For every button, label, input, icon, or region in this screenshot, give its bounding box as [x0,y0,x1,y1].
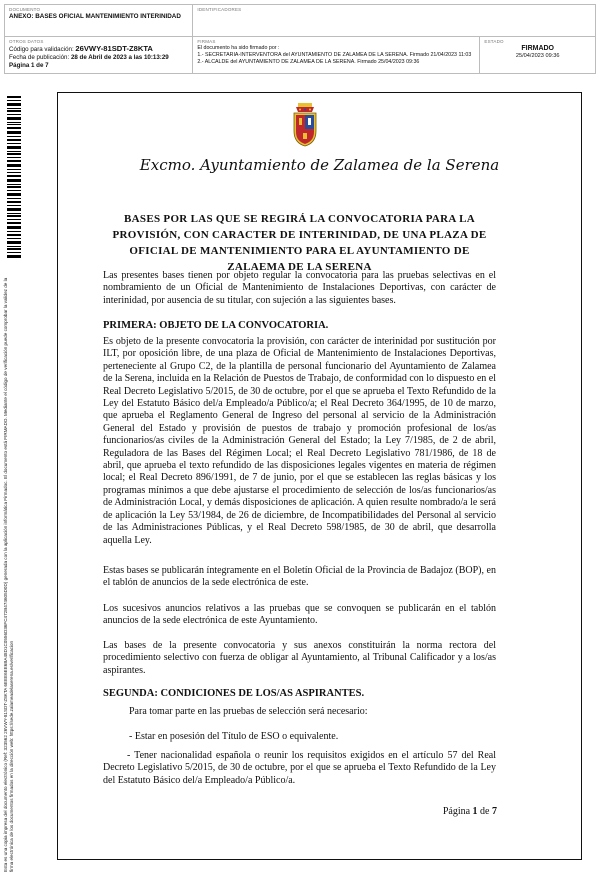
identificadores-cell [193,5,595,36]
section-1-paragraph-1: Es objeto de la presente convocatoria la provisión, con carácter de interinidad por sustitución por ILT, por oposición libre, de una plaza de Oficial de Mantenimiento de Instalaciones Deportivas, perteneciente al Grupo C2, de la plantilla de personal funcionario del Ayuntamiento de Zalamea de la Serena, incluida en la Relación de Puestos de Trabajo, de conformidad con lo dispuesto en el Real Decreto Legislativo 5/2015, de 30 de octubre, por el que se aprueba el Texto Refundido de la Ley del Estatuto Básico del/a Empleado/a Público/a; el Real Decreto 364/1995, de 10 de marzo, que aprueba el Reglamento General de Ingreso del personal al servicio de la Administración General del Estado y provisión de puestos de trabajo y promoción profesional de los/as funcionarios/as civiles de la Administración General del Estado; la Ley 7/1985, de 2 de abril, Reguladora de las Bases del Régimen Local; el Real Decreto Legislativo 781/1986, de 18 de abril, que aprueba el texto refundido de las disposiciones legales vigentes en materia de régimen local; el Real Decreto 896/1991, de 7 de junio, por el que se establecen las reglas básicas y los programas mínimos a que debe ajustarse el procedimiento de selección de los/as funcionarios/as de Administración Local, y demás disposiciones de aplicación. A quien resulte nombrado/a le será de aplicación la Ley 53/1984, de 26 de diciembre, de Incompatibilidades del Personal al servicio de las Administraciones Públicas, y el Real Decreto 598/1985, de 30 de abril, que desarrolla aquella Ley. [103,336,496,546]
barcode-icon [7,96,21,260]
requirement-item-1: - Estar en posesión del Título de ESO o equivalente. [129,731,339,742]
document-title: BASES POR LAS QUE SE REGIRÁ LA CONVOCATORIA PARA LA PROVISIÓN, CON CARACTER DE INTERINIDAD, DE UNA PLAZA DE OFICIAL DE MANTENIMIENTO PARA EL AYUNTAMIENTO DE ZALAEMA DE LA SERENA [112,213,487,273]
fecha-line [9,54,188,62]
otros-label: OTROS DATOS [9,39,44,44]
documento-value: ANEXO: BASES OFICIAL MANTENIMIENTO INTERINIDAD [9,13,181,20]
page-current: 1 [472,806,478,817]
verification-side-note: Esta es una copia impresa del documento electrónico (Ref: 323562 26VWY-81SDT-Z8KTA 6EEE6EE6BA48D1C0556D36FC472B474605D0D) generada con la aplicación informática Firmadoc. El documento está FIRMADO. Mediante el código de verificación puede comprobar la validez de la firma electrónica de los documentos firmados en la dirección web: https://sede.zalameadelaserena.es/verificacion [3,277,14,872]
section-2-intro: Para tomar parte en las pruebas de selección será necesario: [129,706,368,717]
signature-header [4,4,596,74]
estado-cell [480,37,595,73]
codigo-line [9,45,188,54]
page-number [403,806,497,817]
codigo-label: Código para validación: [9,46,74,53]
fecha-value: 28 de Abril de 2023 a las 10:13:29 [70,54,169,61]
firma-1: 1.- SECRETARIA-INTERVENTORA del AYUNTAMIENTO DE ZALAMEA DE LA SERENA. Firmado 21/04/2023 11:03 [197,52,472,58]
section-2-title: SEGUNDA: CONDICIONES DE LOS/AS ASPIRANTES. [103,688,365,699]
section-1-paragraph-3: Los sucesivos anuncios relativos a las pruebas que se convoquen se publicarán en el tablón anuncios de la sede electrónica de este Ayuntamiento. [103,603,496,627]
section-1-paragraph-2: Estas bases se publicarán íntegramente en el Boletín Oficial de la Provincia de Badajoz (BOP), en el tablón de anuncios de la sede electrónica de este. [103,565,496,589]
otros-cell [5,37,193,73]
intro-paragraph: Las presentes bases tienen por objeto regular la convocatoria para las pruebas selectivas en el nombramiento de un Oficial de Mantenimiento de Instalaciones Deportivas, con carácter de interinidad, por ausencia de su titular, con sujeción a las siguientes bases. [103,270,496,306]
section-1-paragraph-4: Las bases de la presente convocatoria y sus anexos constituirán la norma rectora del procedimiento selectivo con fuerza de obligar al Ayuntamiento, al Tribunal Calificador y a los/as aspirantes. [103,640,496,676]
coat-of-arms-icon [290,103,320,147]
firma-2: 2.- ALCALDE del AYUNTAMIENTO DE ZALAMEA DE LA SERENA. Firmado 25/04/2023 09:36 [197,59,420,65]
firmas-label: FIRMAS [197,39,216,44]
documento-label: DOCUMENTO [9,7,41,12]
pagina-line: Página 1 de 7 [9,62,49,69]
firmas-intro: El documento ha sido firmado por : [197,45,280,51]
section-1-title: PRIMERA: OBJETO DE LA CONVOCATORIA. [103,320,329,331]
page-total: 7 [492,806,497,817]
fecha-label: Fecha de publicación: [9,54,70,61]
estado-label: ESTADO [484,39,504,44]
page-label: Página [442,806,471,817]
estado-value: FIRMADO [521,45,555,52]
firmas-cell [193,37,480,73]
estado-date: 25/04/2023 09:36 [515,53,560,59]
documento-cell [5,5,193,36]
requirement-item-2: - Tener nacionalidad española o reunir los requisitos exigidos en el artículo 57 del Real Decreto Legislativo 5/2015, de 30 de octubre, por el que se aprueba el Texto Refundido de la Ley del Estatuto Básico del/a Empleado/a Público/a. [103,750,496,786]
town-heading: Excmo. Ayuntamiento de Zalamea de la Serena [139,156,500,174]
codigo-value: 26VWY-81SDT-Z8KTA [75,44,153,53]
page-of: de [480,806,490,817]
identificadores-label: IDENTIFICADORES [197,7,242,12]
